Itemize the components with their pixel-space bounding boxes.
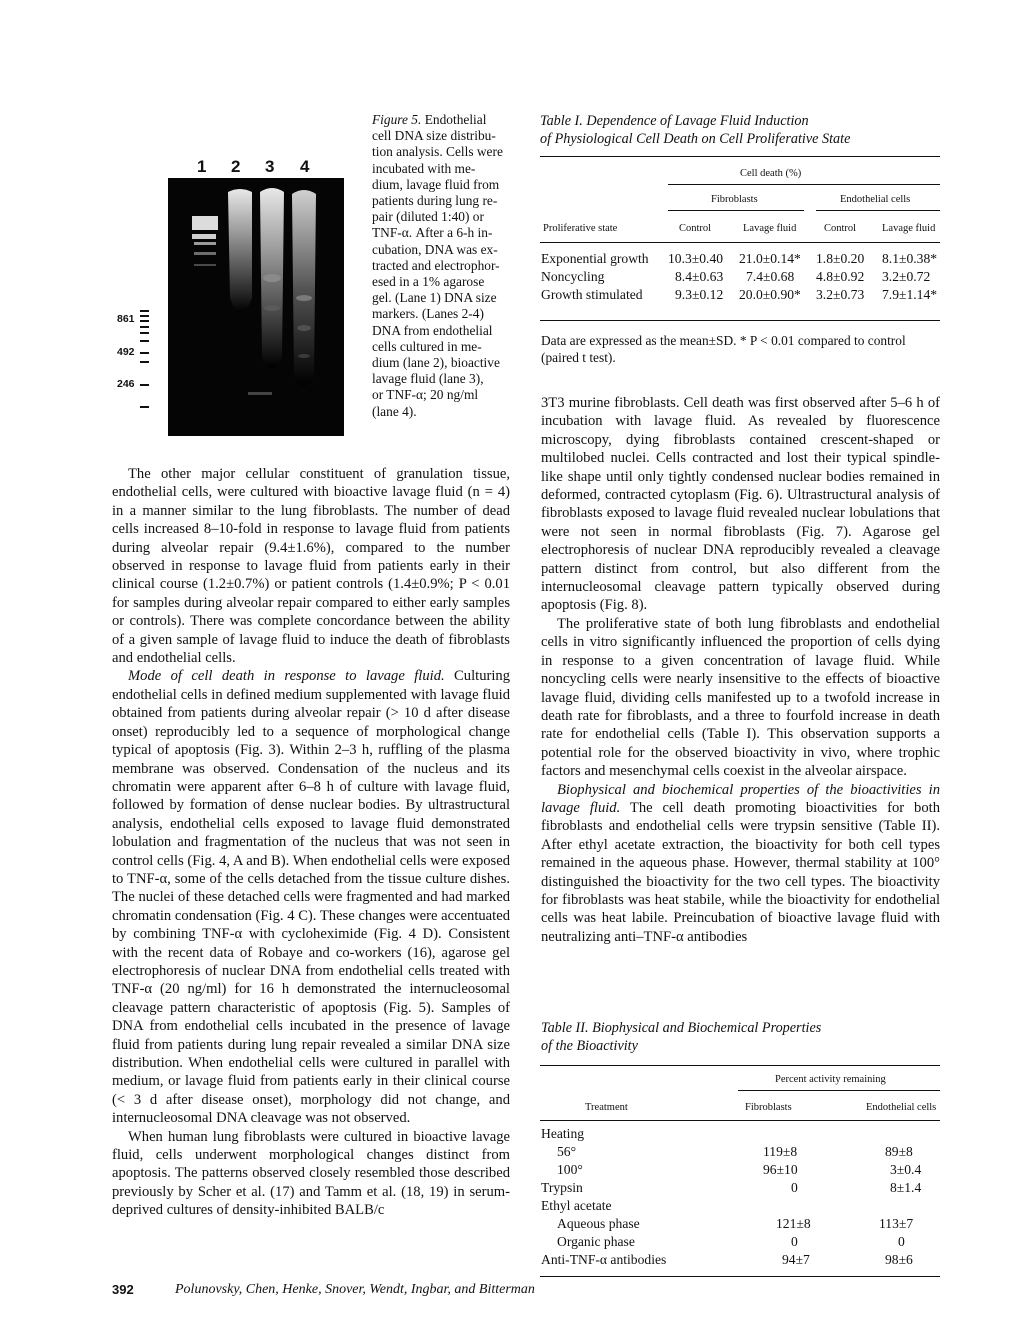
caption-line: lavage fluid (lane 3), [372, 371, 484, 387]
figure-caption [372, 112, 518, 420]
running-footer-authors: Polunovsky, Chen, Henke, Snover, Wendt, Ingbar, and Bitterman [175, 1282, 535, 1297]
column-group-header: Endothelial cells [840, 194, 911, 205]
table-rule [668, 210, 804, 211]
table-cell: 8.4±0.63 [675, 269, 724, 284]
caption-line: TNF-α. After a 6-h in- [372, 225, 493, 241]
caption-title: Figure 5. [372, 112, 422, 127]
table-1 [540, 112, 942, 148]
page-number: 392 [112, 1282, 134, 1297]
caption-line: tracted and electrophor- [372, 257, 500, 273]
size-marker-label: 246 [117, 378, 135, 390]
marker-tick [140, 315, 149, 317]
marker-tick [140, 310, 149, 312]
paragraph-text: Culturing endothelial cells in defined medium supplemented with lavage fluid obtained from patients during alveolar repair (> 10 d after disease onset) reproducibly led to a sequence of morphological change typical of apoptosis (Fig. 3). Within 2–3 h, ruffling of the plasma membrane was observed. Condensation of the nucleus and its chromatin were apparent after 6–8 h of culture with lavage fluid, followed by formation of dense nuclear bodies. By ultrastructural analysis, endothelial cells exposed to lavage fluid demonstrated lobulation and fragmentation of the nucleus that was not seen in control cells (Fig. 4, A and B). When endothelial cells were exposed to TNF-α, some of the cells detached from the tissue culture dishes. The nuclei of these detached cells were fragmented and had marked chromatin condensation (Fig. 4 C). These changes were accentuated by combining TNF-α with cycloheximide (Fig. 4 D). Consistent with the recent data of Robaye and co-workers (16), agarose gel electrophoresis of nuclear DNA from endothelial cells treated with TNF-α (20 ng/ml) for 16 h demonstrated the internucleosomal cleavage pattern characteristic of apoptosis (Fig. 5). Samples of DNA from endothelial cells incubated in the presence of lavage fluid from patients during lung repair revealed a similar DNA size distribution. When endothelial cells were cultured in parallel with medium, or lavage fluid from patients early in their clinical course (< 3 d after disease onset), morphology did not change, and internucleosomal DNA cleavage was not observed. [112, 668, 511, 1127]
table-rule [738, 1090, 940, 1091]
table-cell: 100° [557, 1162, 583, 1177]
table-cell: 7.9±1.14* [882, 287, 938, 302]
table-note [541, 332, 941, 366]
size-marker-label: 492 [117, 346, 135, 358]
table-cell: 89±8 [885, 1144, 913, 1159]
table-cell: 119±8 [763, 1144, 798, 1159]
table-caption: Table I. Dependence of Lavage Fluid Induction [540, 113, 809, 129]
lane-label: 4 [300, 157, 310, 176]
column-header: Lavage fluid [882, 223, 936, 234]
table-cell: 0 [791, 1180, 798, 1195]
gel-band [194, 242, 216, 245]
caption-line: patients during lung re- [372, 193, 498, 209]
table-cell: 113±7 [879, 1216, 914, 1231]
table-cell: 1.8±0.20 [816, 251, 865, 266]
table-cell: Growth stimulated [541, 287, 643, 302]
table-rule [540, 1120, 940, 1121]
column-header: Lavage fluid [743, 223, 797, 234]
table-rule [816, 210, 940, 211]
table-cell: Aqueous phase [557, 1216, 640, 1231]
paragraph-text: The cell death promoting bioactivities for both fibroblasts and endothelial cells were trypsin sensitive (Table II). After ethyl acetate extraction, the bioactivity for both cell types remained in the aqueous phase. However, thermal stability at 100° distinguished the bioactivity for the two cell types. The bioactivity for fibroblasts was heat stabile, while the bioactivity for endothelial cells was heat labile. Preincubation of bioactive lavage fluid with neutralizing anti–TNF-α antibodies [541, 799, 940, 945]
caption-line: tion analysis. Cells were [372, 144, 503, 160]
table-cell: 8±1.4 [890, 1180, 922, 1195]
body-paragraph [541, 781, 940, 947]
marker-tick [140, 332, 149, 334]
gel-lane-smear [228, 189, 252, 313]
table-caption: of Physiological Cell Death on Cell Proliferative State [540, 131, 851, 147]
marker-tick [140, 326, 149, 328]
size-marker-label: 861 [117, 313, 135, 325]
column-header: Control [824, 223, 857, 234]
body-paragraph: The other major cellular constituent of granulation tissue, endothelial cells, were cultured with bioactive lavage fluid (n = 4) in a manner similar to the lung fibroblasts. The number of dead cells increased 8–10-fold in response to lavage fluid from patients during alveolar repair (9.4±1.6%), compared to the number observed in response to lavage fluid from patients early in their clinical course (1.2±0.7%) or patient controls (1.4±0.9%; P < 0.01 for samples during alveolar repair compared to either early samples or controls). There was complete concordance between the ability of a given sample of lavage fluid to induce the death of fibroblasts and endothelial cells. [112, 466, 510, 667]
table-cell: Heating [541, 1126, 585, 1141]
caption-line: Endothelial [424, 112, 487, 127]
table-rule [540, 242, 940, 243]
table-cell: Anti-TNF-α antibodies [541, 1252, 667, 1267]
table-rule [540, 156, 940, 157]
caption-line: cell DNA size distribu- [372, 128, 496, 144]
table-cell: 7.4±0.68 [746, 269, 795, 284]
lane-label: 1 [197, 157, 207, 176]
table-cell: 56° [557, 1144, 577, 1159]
table-cell: 96±10 [763, 1162, 798, 1177]
table-cell: 10.3±0.40 [668, 251, 724, 266]
marker-tick [140, 320, 149, 322]
table-note-line: Data are expressed as the mean±SD. * P < 0.01 compared to control [541, 333, 906, 348]
caption-line: cubation, DNA was ex- [372, 241, 498, 257]
marker-tick [140, 361, 149, 363]
caption-line: gel. (Lane 1) DNA size [372, 290, 497, 306]
table-rule [540, 320, 940, 321]
right-column [541, 394, 940, 946]
caption-line: or TNF-α; 20 ng/ml [372, 387, 479, 403]
section-heading: Biophysical and biochemical properties of the bioactivities in lavage fluid. [541, 781, 940, 816]
column-header: Proliferative state [543, 223, 618, 234]
lane-label: 3 [265, 157, 275, 176]
caption-line: pair (diluted 1:40) or [372, 209, 484, 225]
table-cell: Exponential growth [541, 251, 649, 266]
table-cell: 8.1±0.38* [882, 251, 938, 266]
column-group-header: Fibroblasts [711, 194, 758, 205]
table-rule [540, 1276, 940, 1277]
marker-tick [140, 384, 149, 386]
table-2 [541, 1019, 941, 1055]
caption-line: dium (lane 2), bioactive [372, 355, 500, 371]
lane-label: 2 [231, 157, 241, 176]
table-note-line: (paired t test). [541, 350, 616, 365]
table-cell: 21.0±0.14* [739, 251, 801, 266]
table-cell: 3.2±0.73 [816, 287, 865, 302]
table-cell: 3.2±0.72 [882, 269, 931, 284]
column-header: Fibroblasts [745, 1102, 792, 1113]
table-cell: 4.8±0.92 [816, 269, 865, 284]
table-caption: of the Bioactivity [541, 1038, 638, 1054]
body-paragraph: 3T3 murine fibroblasts. Cell death was first observed after 5–6 h of incubation with lavage fluid. As revealed by fluorescence microscopy, dying fibroblasts contained crescent-shaped or multilobed nuclei. Cells contracted and lost their typical spindle-like shape until only tightly condensed nuclear bodies remained in deformed, contracted cytoplasm (Fig. 6). Ultrastructural analysis of fibroblasts exposed to lavage fluid revealed nuclear lobulations that were not seen in normal fibroblasts (Fig. 7). Agarose gel electrophoresis of nuclear DNA reproducibly revealed a cleavage pattern distinct from control, but also different from the internucleosomal cleavage pattern typically observed during apoptosis (Fig. 8). [541, 395, 940, 614]
gel-band [192, 234, 216, 239]
marker-tick [140, 340, 149, 342]
table-cell: Organic phase [557, 1234, 635, 1249]
left-column [112, 465, 510, 1220]
table-cell: Noncycling [541, 269, 605, 284]
table-rule [540, 1065, 940, 1066]
gel-image [168, 178, 344, 436]
table-cell: 9.3±0.12 [675, 287, 724, 302]
table-cell: 121±8 [776, 1216, 811, 1231]
table-caption: Table II. Biophysical and Biochemical Properties [541, 1020, 822, 1036]
gel-band [194, 264, 216, 266]
gel-band [194, 252, 216, 255]
caption-line: (lane 4). [372, 403, 417, 419]
section-heading: Mode of cell death in response to lavage fluid. [128, 668, 445, 685]
caption-line: incubated with me- [372, 160, 476, 176]
body-paragraph: When human lung fibroblasts were cultured in bioactive lavage fluid, cells underwent morphological changes distinct from apoptosis. The patterns observed closely resembled those described previously by Scher et al. (17) and Tamm et al. (18, 19) in serum-deprived cultures of density-inhibited BALB/c [112, 1128, 510, 1219]
column-group-header: Percent activity remaining [775, 1074, 886, 1085]
caption-line: cells cultured in me- [372, 338, 482, 354]
caption-line: esed in a 1% agarose [372, 274, 485, 290]
caption-line: DNA from endothelial [372, 322, 493, 338]
table-cell: Ethyl acetate [541, 1198, 612, 1213]
caption-line: markers. (Lanes 2-4) [372, 306, 484, 322]
caption-line: dium, lavage fluid from [372, 176, 500, 192]
column-header: Treatment [585, 1102, 628, 1113]
table-cell: Trypsin [541, 1180, 583, 1195]
table-cell: 3±0.4 [890, 1162, 922, 1177]
gel-band [192, 216, 218, 230]
table-rule [668, 184, 940, 185]
marker-tick [140, 406, 149, 408]
body-paragraph: The proliferative state of both lung fibroblasts and endothelial cells in vitro significantly influenced the proportion of cells dying in response to a given concentration of lavage fluid. While noncycling cells were nearly insensitive to the effects of bioactive lavage fluid, dividing cells manifested up to a twofold increase in death rate for fibroblasts, and a three to fourfold increase in death rate for endothelial cells (Table I). This observation supports a potential role for the observed bioactivity in vivo, where trophic factors and mesenchymal cells coexist in the alveolar airspace. [541, 615, 940, 780]
column-header: Endothelial cells [866, 1102, 937, 1113]
table-cell: 98±6 [885, 1252, 913, 1267]
table-cell: 20.0±0.90* [739, 287, 801, 302]
table-cell: 0 [791, 1234, 798, 1249]
column-group-header: Cell death (%) [740, 168, 802, 179]
table-cell: 0 [898, 1234, 905, 1249]
body-paragraph [112, 667, 510, 1127]
column-header: Control [679, 223, 712, 234]
marker-tick [140, 352, 149, 354]
table-cell: 94±7 [782, 1252, 810, 1267]
